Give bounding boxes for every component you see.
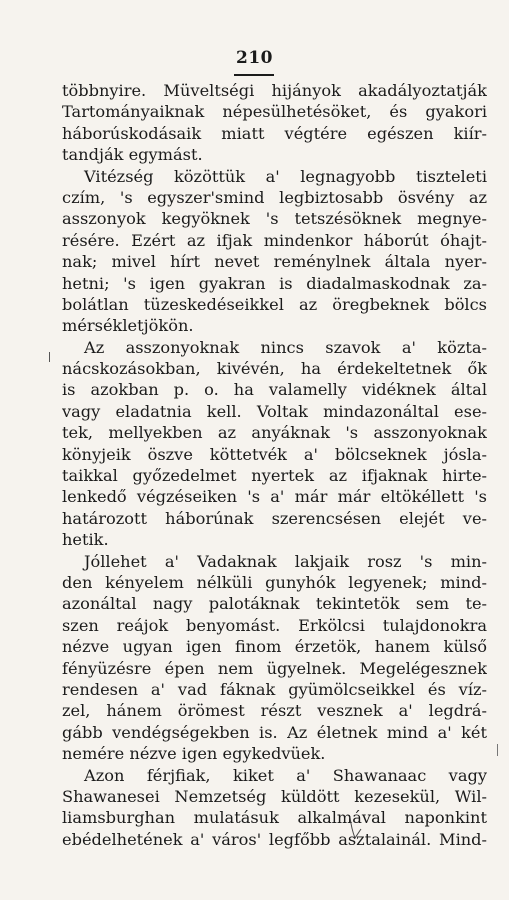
text-line: nemére nézve igen egykedvüek. [62,744,326,764]
text-line: den kényelem nélküli gunyhók legyenek; mind- [62,572,487,592]
text-line: nak; mivel hírt nevet reménylnek általa nyer- [62,252,487,272]
ink-stroke-mark [348,815,362,841]
text-line: szen reájok benyomást. Erkölcsi tulajdonokra [62,615,487,635]
text-line: nácskozásokban, kivévén, ha érdekeltetnek ők [62,359,487,379]
text-line: fényüzésre épen nem ügyelnek. Megelégesznek [62,658,487,678]
text-line: czím, 's egyszer'smind legbiztosabb ösvény az [62,187,487,207]
text-line: nézve ugyan igen finom érzetök, hanem külső [62,637,487,657]
text-line: háborúskodásaik miatt végtére egészen kiír- [62,123,487,143]
text-line: ebédelhetének a' város' legfőbb asztalainál. Mind- [62,829,487,849]
text-line: többnyire. Müveltségi hijányok akadályoztatják [62,81,487,100]
text-line: Tartományaiknak népesülhetésöket, és gyakori [62,102,487,122]
text-line: Jóllehet a' Vadaknak lakjaik rosz 's min- [84,551,487,571]
text-line: Vitézség közöttük a' legnagyobb tiszteleti [84,166,487,186]
text-line: lenkedő végzéseiken 's a' már már eltökéllett 's [62,487,487,507]
text-line: vagy eladatnia kell. Voltak mindazonáltal ese- [62,401,487,421]
text-line: könyjeik öszve köttetvék a' bölcseknek jósla- [62,444,487,464]
text-line: tek, mellyekben az anyáknak 's asszonyoknak [62,423,487,443]
header-rule [234,74,274,76]
margin-mark-right [497,744,498,756]
body-text [62,80,487,850]
text-line: mérsékletjökön. [62,316,194,336]
text-line: Az asszonyoknak nincs szavok a' közta- [84,337,487,357]
text-line: Shawanesei Nemzetség küldött kezesekül, Wil- [62,786,487,806]
text-line: asszonyok kegyöknek 's tetszésöknek megnye- [62,209,487,229]
text-line: résére. Ezért az ifjak mindenkor háborút óhajt- [62,230,487,250]
text-line: liamsburghan mulatásuk alkalmával naponkint [62,808,487,828]
text-line: határozott háborúnak szerencsésen elejét ve- [62,508,487,528]
text-line: Azon férjfiak, kiket a' Shawanaac vagy [84,765,487,785]
text-line: bolátlan tüzeskedéseikkel az öregbeknek bölcs [62,294,487,314]
page-number: 210 [236,48,273,68]
text-line: hetik. [62,530,109,550]
text-line: zel, hánem örömest részt vesznek a' legdrá- [62,701,487,721]
text-line: azonáltal nagy palotáknak tekintetök sem te- [62,594,487,614]
text-line: hetni; 's igen gyakran is diadalmaskodnak za- [62,273,487,293]
margin-mark [49,352,50,362]
text-line: gább vendégségekben is. Az életnek mind a' két [62,722,487,742]
text-line: taikkal győzedelmet nyertek az ifjaknak hirte- [62,466,487,486]
text-line: tandják egymást. [62,145,203,165]
text-line: is azokban p. o. ha valamelly vidéknek által [62,380,487,400]
text-line: rendesen a' vad fáknak gyümölcseikkel és víz- [62,679,487,699]
